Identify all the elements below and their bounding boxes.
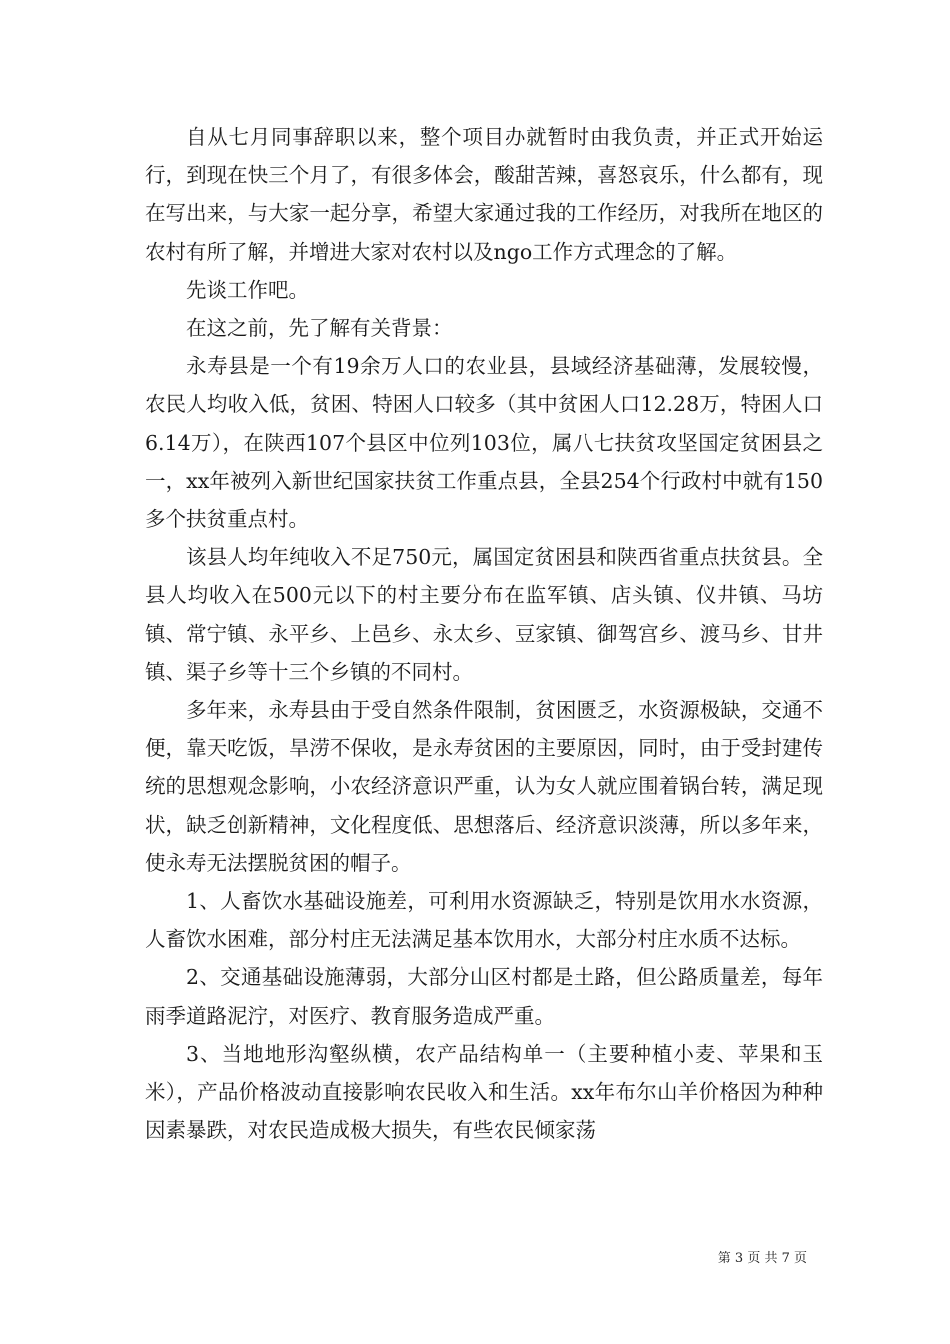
paragraph-point-2-transport: 2、交通基础设施薄弱，大部分山区村都是土路，但公路质量差，每年雨季道路泥泞，对医疗、教育服务造成严重。 [145, 965, 823, 1028]
paragraph-background-intro: 在这之前，先了解有关背景： [186, 316, 453, 341]
paragraph-point-3-agriculture: 3、当地地形沟壑纵横，农产品结构单一（主要种植小麦、苹果和玉米），产品价格波动直接影响农民收入和生活。xx年布尔山羊价格因为种种因素暴跌，对农民造成极大损失，有些农民倾家荡 [145, 1041, 823, 1143]
paragraph-work: 先谈工作吧。 [186, 277, 309, 302]
paragraph-poverty-causes: 多年来，永寿县由于受自然条件限制，贫困匮乏，水资源极缺，交通不便，靠天吃饭，旱涝不保收，是永寿贫困的主要原因，同时，由于受封建传统的思想观念影响，小农经济意识严重，认为女人就应围着锅台转，满足现状，缺乏创新精神，文化程度低、思想落后、经济意识淡薄，所以多年来，使永寿无法摆脱贫困的帽子。 [145, 698, 823, 875]
page-number: 第 3 页 共 7 页 [717, 1251, 807, 1266]
paragraph-point-1-water: 1、人畜饮水基础设施差，可利用水资源缺乏，特别是饮用水水资源，人畜饮水困难，部分村庄无法满足基本饮用水，大部分村庄水质不达标。 [145, 889, 823, 952]
paragraph-county-overview: 永寿县是一个有19余万人口的农业县，县域经济基础薄，发展较慢，农民人均收入低，贫困、特困人口较多（其中贫困人口12.28万，特困人口6.14万），在陕西107个县区中位列103位，属八七扶贫攻坚国定贫困县之一，xx年被列入新世纪国家扶贫工作重点县，全县254个行政村中就有150多个扶贫重点村。 [145, 354, 823, 532]
paragraph-intro: 自从七月同事辞职以来，整个项目办就暂时由我负责，并正式开始运行，到现在快三个月了，有很多体会，酸甜苦辣，喜怒哀乐，什么都有，现在写出来，与大家一起分享，希望大家通过我的工作经历，对我所在地区的农村有所了解，并增进大家对农村以及ngo工作方式理念的了解。 [145, 125, 823, 264]
document-body [145, 118, 823, 1149]
paragraph-county-income: 该县人均年纯收入不足750元，属国定贫困县和陕西省重点扶贫县。全县人均收入在500元以下的村主要分布在监军镇、店头镇、仪井镇、马坊镇、常宁镇、永平乡、上邑乡、永太乡、豆家镇、御驾宫乡、渡马乡、甘井镇、渠子乡等十三个乡镇的不同村。 [145, 545, 823, 684]
